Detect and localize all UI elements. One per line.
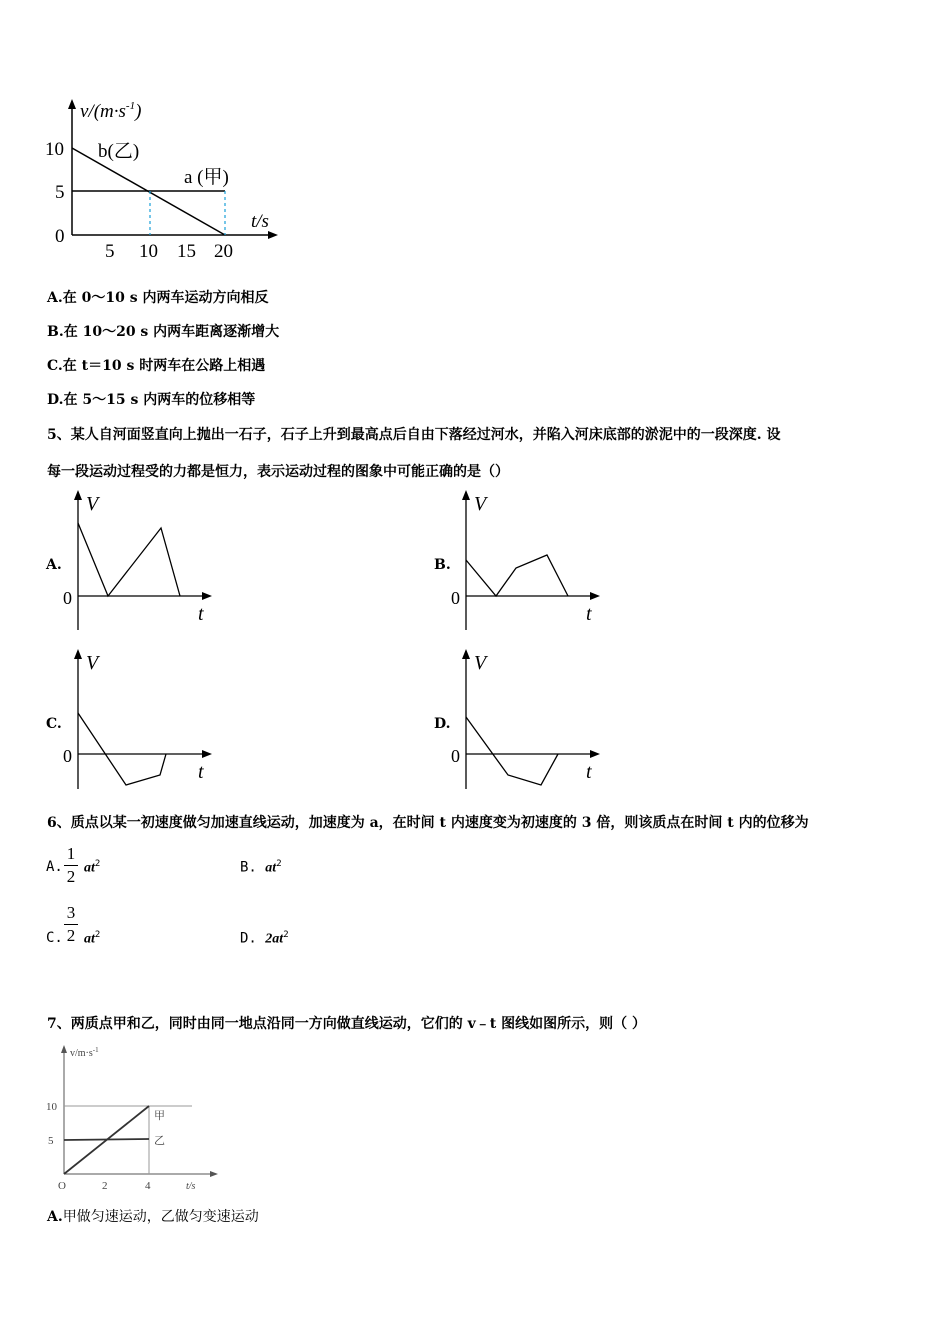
q5-option-a-letter[interactable]: A. xyxy=(46,557,62,573)
velocity-line xyxy=(78,713,166,785)
fraction-bar xyxy=(64,865,78,866)
denominator: 2 xyxy=(66,926,76,945)
q5-option-b-letter[interactable]: B. xyxy=(434,557,451,573)
x-axis-arrow xyxy=(268,231,278,239)
q5-graph-a xyxy=(58,488,218,638)
q5-stem-line1: 5、某人自河面竖直向上抛出一石子，石子上升到最高点后自由下落经过河水，并陷入河床底部的淤泥中的一段深度. 设 xyxy=(47,427,781,443)
q5-stem-line2: 每一段运动过程受的力都是恒力，表示运动过程的图象中可能正确的是（） xyxy=(47,464,509,480)
option-letter: A. xyxy=(47,1209,63,1225)
y-axis-arrow xyxy=(68,99,76,109)
y-axis-arrow xyxy=(462,649,470,659)
x-tick-2: 2 xyxy=(102,1180,108,1192)
q4-option-d[interactable] xyxy=(47,389,255,409)
line-b-label: b(乙) xyxy=(98,141,140,162)
vt-graph-q7 xyxy=(40,1040,230,1195)
origin-label: 0 xyxy=(63,588,72,608)
y-axis-arrow xyxy=(74,649,82,659)
x-axis-label: t/s xyxy=(251,211,269,232)
x-label: t xyxy=(586,761,592,783)
y-axis-arrow xyxy=(74,490,82,500)
x-tick-20: 20 xyxy=(214,241,233,262)
x-axis-arrow xyxy=(590,750,600,758)
y-tick-10: 10 xyxy=(45,139,64,160)
x-tick-0: O xyxy=(58,1180,66,1192)
y-axis-label: $v/m\cdot s^{-1}$ xyxy=(70,1046,99,1059)
y-axis-arrow xyxy=(61,1045,67,1053)
q5-graph-b xyxy=(446,488,606,638)
x-tick-15: 15 xyxy=(177,241,196,262)
numerator: 1 xyxy=(66,844,76,863)
q6-choice-c-fraction xyxy=(64,904,78,945)
q5-graph-c xyxy=(58,647,218,797)
q6-choice-a-fraction xyxy=(64,845,78,886)
x-label: t xyxy=(198,761,204,783)
q4-option-c[interactable] xyxy=(47,355,265,375)
y-label: V xyxy=(474,493,487,515)
y-tick-5: 5 xyxy=(48,1135,54,1147)
line-yi xyxy=(64,1139,149,1140)
option-text: 在 t＝10 s 时两车在公路上相遇 xyxy=(62,358,266,374)
q4-option-b[interactable] xyxy=(47,321,279,341)
y-axis-arrow xyxy=(462,490,470,500)
velocity-line xyxy=(466,555,568,596)
option-letter: D. xyxy=(47,392,64,408)
q6-choice-c-letter[interactable]: C. xyxy=(46,930,63,946)
y-tick-0: 0 xyxy=(55,226,65,247)
option-letter: B. xyxy=(47,324,64,340)
option-text: 甲做匀速运动，乙做匀变速运动 xyxy=(62,1209,259,1225)
option-text: 在 0～10 s 内两车运动方向相反 xyxy=(62,290,269,306)
origin-label: 0 xyxy=(63,746,72,766)
q6-choice-a-expr: $at^2$ xyxy=(84,859,101,876)
x-axis-arrow xyxy=(210,1171,218,1177)
y-axis-label: $v/(m\cdot s^{-1})$ xyxy=(80,100,142,122)
x-tick-10: 10 xyxy=(139,241,158,262)
origin-label: 0 xyxy=(451,746,460,766)
q6-choice-b[interactable]: B. $at^2$ xyxy=(240,859,282,876)
x-axis-arrow xyxy=(202,750,212,758)
x-label: t xyxy=(586,603,592,625)
q4-option-a[interactable] xyxy=(47,287,268,307)
line-a-label: a (甲) xyxy=(184,167,229,188)
q6-stem: 6、质点以某一初速度做匀加速直线运动，加速度为 a，在时间 t 内速度变为初速度的 3 倍，则该质点在时间 t 内的位移为 xyxy=(47,815,809,831)
q6-choice-d[interactable]: D. $2at^2$ xyxy=(240,930,289,947)
x-axis-label: t/s xyxy=(186,1181,196,1192)
velocity-line xyxy=(466,717,558,785)
q7-stem: 7、两质点甲和乙，同时由同一地点沿同一方向做直线运动，它们的 v﹣t 图线如图所示，则（ ） xyxy=(47,1016,646,1032)
q7-option-a[interactable] xyxy=(47,1206,259,1226)
option-letter: C. xyxy=(47,358,63,374)
y-tick-10: 10 xyxy=(46,1101,57,1113)
option-letter: A. xyxy=(47,290,63,306)
q5-graph-d xyxy=(446,647,606,797)
y-tick-5: 5 xyxy=(55,182,65,203)
q6-choice-a-letter[interactable]: A. xyxy=(46,859,63,875)
x-axis-arrow xyxy=(202,592,212,600)
x-tick-4: 4 xyxy=(145,1180,151,1192)
numerator: 3 xyxy=(66,903,76,922)
line-jia-label: 甲 xyxy=(154,1110,165,1122)
fraction-bar xyxy=(64,924,78,925)
denominator: 2 xyxy=(66,867,76,886)
option-text: 在 5～15 s 内两车的位移相等 xyxy=(63,392,256,408)
y-label: V xyxy=(474,652,487,674)
velocity-line xyxy=(78,523,180,596)
line-yi-label: 乙 xyxy=(154,1135,165,1147)
q5-option-c-letter[interactable]: C. xyxy=(46,716,62,732)
x-tick-5: 5 xyxy=(105,241,115,262)
vt-graph-q4 xyxy=(40,95,290,265)
y-label: V xyxy=(86,652,99,674)
option-text: 在 10～20 s 内两车距离逐渐增大 xyxy=(63,324,280,340)
origin-label: 0 xyxy=(451,588,460,608)
x-axis-arrow xyxy=(590,592,600,600)
q5-option-d-letter[interactable]: D. xyxy=(434,716,451,732)
y-label: V xyxy=(86,493,99,515)
x-label: t xyxy=(198,603,204,625)
q6-choice-c-expr: $at^2$ xyxy=(84,930,101,947)
